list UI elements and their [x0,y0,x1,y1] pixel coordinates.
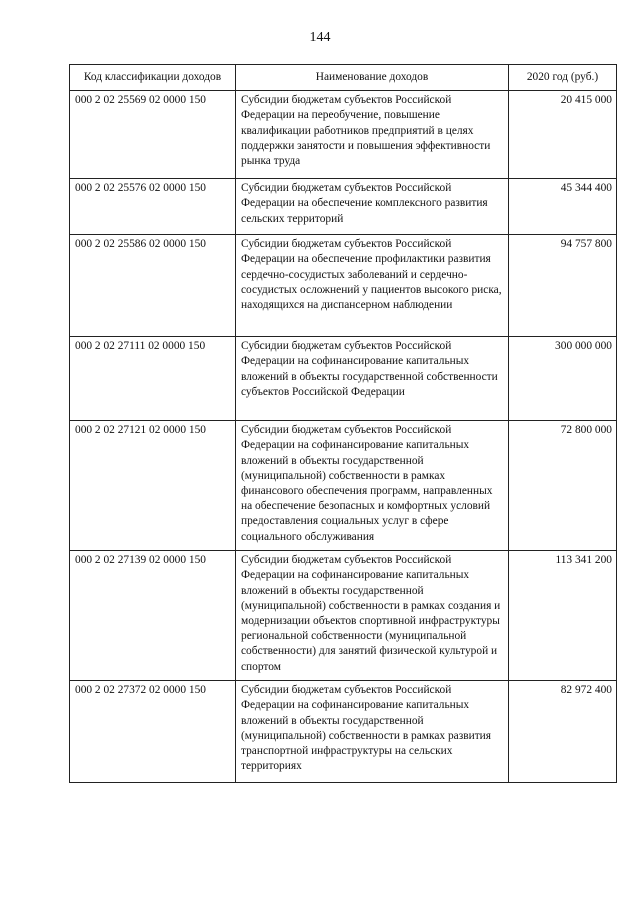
header-classification-code: Код классификации доходов [70,65,236,91]
row-name: Субсидии бюджетам субъектов Российской Федерации на софинансирование капитальных вложений в объекты государственной собственности субъектов Российской Федерации [236,337,509,421]
table-row [70,91,617,179]
table-header-row [70,65,617,91]
row-code: 000 2 02 25586 02 0000 150 [70,235,236,337]
row-code: 000 2 02 27139 02 0000 150 [70,551,236,681]
row-name: Субсидии бюджетам субъектов Российской Федерации на софинансирование капитальных вложений в объекты государственной (муниципальной) собственности в рамках создания и модернизации объектов спортивной инфраструктуры региональной собственности (муниципальной собственности) для занятий физической культурой и спортом [236,551,509,681]
table-row [70,551,617,681]
table-row [70,337,617,421]
table-row [70,681,617,783]
row-name: Субсидии бюджетам субъектов Российской Федерации на обеспечение профилактики развития сердечно-сосудистых заболеваний и сердечно-сосудистых осложнений у пациентов высокого риска, находящихся на диспансерном наблюдении [236,235,509,337]
header-amount-2020: 2020 год (руб.) [509,65,617,91]
row-code: 000 2 02 27111 02 0000 150 [70,337,236,421]
row-amount: 300 000 000 [509,337,617,421]
row-code: 000 2 02 27121 02 0000 150 [70,421,236,551]
row-amount: 113 341 200 [509,551,617,681]
row-name: Субсидии бюджетам субъектов Российской Федерации на обеспечение комплексного развития сельских территорий [236,179,509,235]
row-amount: 94 757 800 [509,235,617,337]
page-number: 144 [309,30,331,45]
row-code: 000 2 02 25569 02 0000 150 [70,91,236,179]
row-amount: 82 972 400 [509,681,617,783]
header-revenue-name: Наименование доходов [236,65,509,91]
row-amount: 72 800 000 [509,421,617,551]
table-row [70,235,617,337]
row-code: 000 2 02 27372 02 0000 150 [70,681,236,783]
revenue-table [69,64,617,783]
row-name: Субсидии бюджетам субъектов Российской Федерации на переобучение, повышение квалификации работников предприятий в целях поддержки занятости и повышения эффективности рынка труда [236,91,509,179]
table-row [70,421,617,551]
row-code: 000 2 02 25576 02 0000 150 [70,179,236,235]
row-name: Субсидии бюджетам субъектов Российской Федерации на софинансирование капитальных вложений в объекты государственной (муниципальной) собственности в рамках финансового обеспечения программ, направленных на обеспечение безопасных и комфортных условий предоставления социальных услуг в сфере социального обслуживания [236,421,509,551]
row-amount: 20 415 000 [509,91,617,179]
table-row [70,179,617,235]
row-amount: 45 344 400 [509,179,617,235]
row-name: Субсидии бюджетам субъектов Российской Федерации на софинансирование капитальных вложений в объекты государственной (муниципальной) собственности в рамках развития транспортной инфраструктуры на сельских территориях [236,681,509,783]
